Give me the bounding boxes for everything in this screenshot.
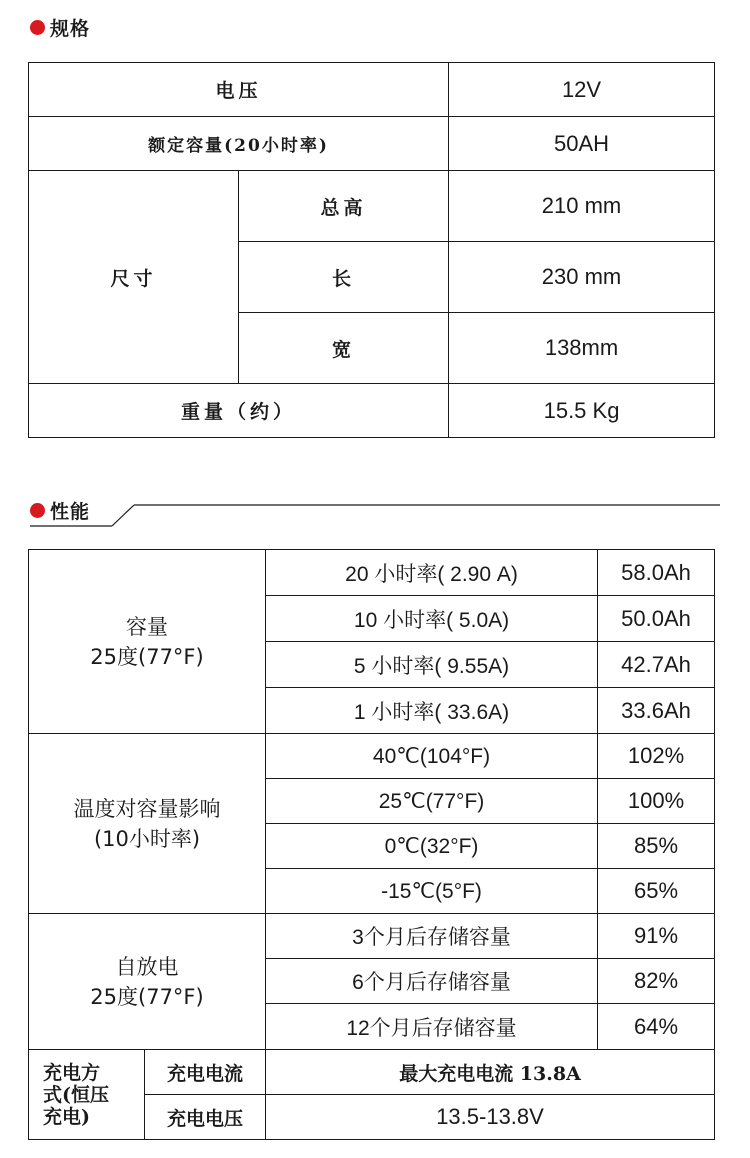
red-dot-icon xyxy=(30,503,45,518)
perf-heading-text: 性能 xyxy=(50,501,91,523)
capacity-value: 42.7Ah xyxy=(598,642,715,688)
table-row xyxy=(29,171,715,242)
red-dot-icon xyxy=(30,20,45,35)
self-discharge-group-label xyxy=(29,914,266,1050)
temperature-value: 65% xyxy=(598,869,715,914)
width-value: 138mm xyxy=(449,313,715,384)
performance-table xyxy=(28,549,715,1140)
rated-capacity-value: 50AH xyxy=(449,117,715,171)
capacity-value: 58.0Ah xyxy=(598,550,715,596)
charge-voltage-label: 充电电压 xyxy=(145,1095,266,1140)
spec-table xyxy=(28,62,715,438)
storage-period: 6个月后存储容量 xyxy=(266,959,598,1004)
capacity-value: 33.6Ah xyxy=(598,688,715,734)
temperature-value: 102% xyxy=(598,734,715,779)
charging-method-label xyxy=(29,1050,145,1140)
table-row xyxy=(29,734,715,779)
storage-value: 64% xyxy=(598,1004,715,1050)
storage-period: 12个月后存储容量 xyxy=(266,1004,598,1050)
capacity-label: 容量 xyxy=(126,614,168,639)
voltage-value: 12V xyxy=(449,63,715,117)
charge-voltage-value: 13.5-13.8V xyxy=(266,1095,715,1140)
temperature-rate-label: (10小时率) xyxy=(93,826,201,851)
capacity-temp-label: 25度(77°F) xyxy=(90,644,204,669)
weight-label: 重量（约） xyxy=(29,384,449,438)
dimension-label: 尺寸 xyxy=(29,171,239,384)
table-row xyxy=(29,63,715,117)
spec-heading-text: 规格 xyxy=(50,18,91,40)
height-label: 总高 xyxy=(239,171,449,242)
table-row xyxy=(29,550,715,596)
spec-heading xyxy=(30,14,90,41)
table-row xyxy=(29,1050,715,1095)
width-label: 宽 xyxy=(239,313,449,384)
temperature-cell: -15℃(5°F) xyxy=(266,869,598,914)
charging-method-line: 充电方 xyxy=(43,1061,101,1084)
charging-method-line: 充电) xyxy=(43,1105,90,1128)
length-value: 230 mm xyxy=(449,242,715,313)
capacity-value: 50.0Ah xyxy=(598,596,715,642)
table-row xyxy=(29,384,715,438)
rated-capacity-label: 额定容量(20小时率) xyxy=(29,117,449,171)
height-value: 210 mm xyxy=(449,171,715,242)
weight-value: 15.5 Kg xyxy=(449,384,715,438)
capacity-rate: 1 小时率( 33.6A) xyxy=(266,688,598,734)
temperature-cell: 25℃(77°F) xyxy=(266,779,598,824)
self-discharge-temp-label: 25度(77°F) xyxy=(90,984,204,1009)
temperature-value: 85% xyxy=(598,824,715,869)
temperature-cell: 0℃(32°F) xyxy=(266,824,598,869)
temperature-value: 100% xyxy=(598,779,715,824)
storage-value: 82% xyxy=(598,959,715,1004)
length-label: 长 xyxy=(239,242,449,313)
storage-period: 3个月后存储容量 xyxy=(266,914,598,959)
capacity-rate: 20 小时率( 2.90 A) xyxy=(266,550,598,596)
temperature-group-label xyxy=(29,734,266,914)
voltage-label: 电压 xyxy=(29,63,449,117)
charge-current-value: 最大充电电流 13.8A xyxy=(266,1050,715,1095)
capacity-rate: 10 小时率( 5.0A) xyxy=(266,596,598,642)
temperature-label: 温度对容量影响 xyxy=(73,796,221,821)
performance-heading-rule xyxy=(30,498,720,528)
table-row xyxy=(29,117,715,171)
capacity-rate: 5 小时率( 9.55A) xyxy=(266,642,598,688)
self-discharge-label: 自放电 xyxy=(115,954,179,979)
capacity-group-label xyxy=(29,550,266,734)
charging-method-line: 式(恒压 xyxy=(43,1083,109,1106)
table-row xyxy=(29,914,715,959)
storage-value: 91% xyxy=(598,914,715,959)
perf-heading xyxy=(30,497,90,524)
temperature-cell: 40℃(104°F) xyxy=(266,734,598,779)
charge-current-label: 充电电流 xyxy=(145,1050,266,1095)
